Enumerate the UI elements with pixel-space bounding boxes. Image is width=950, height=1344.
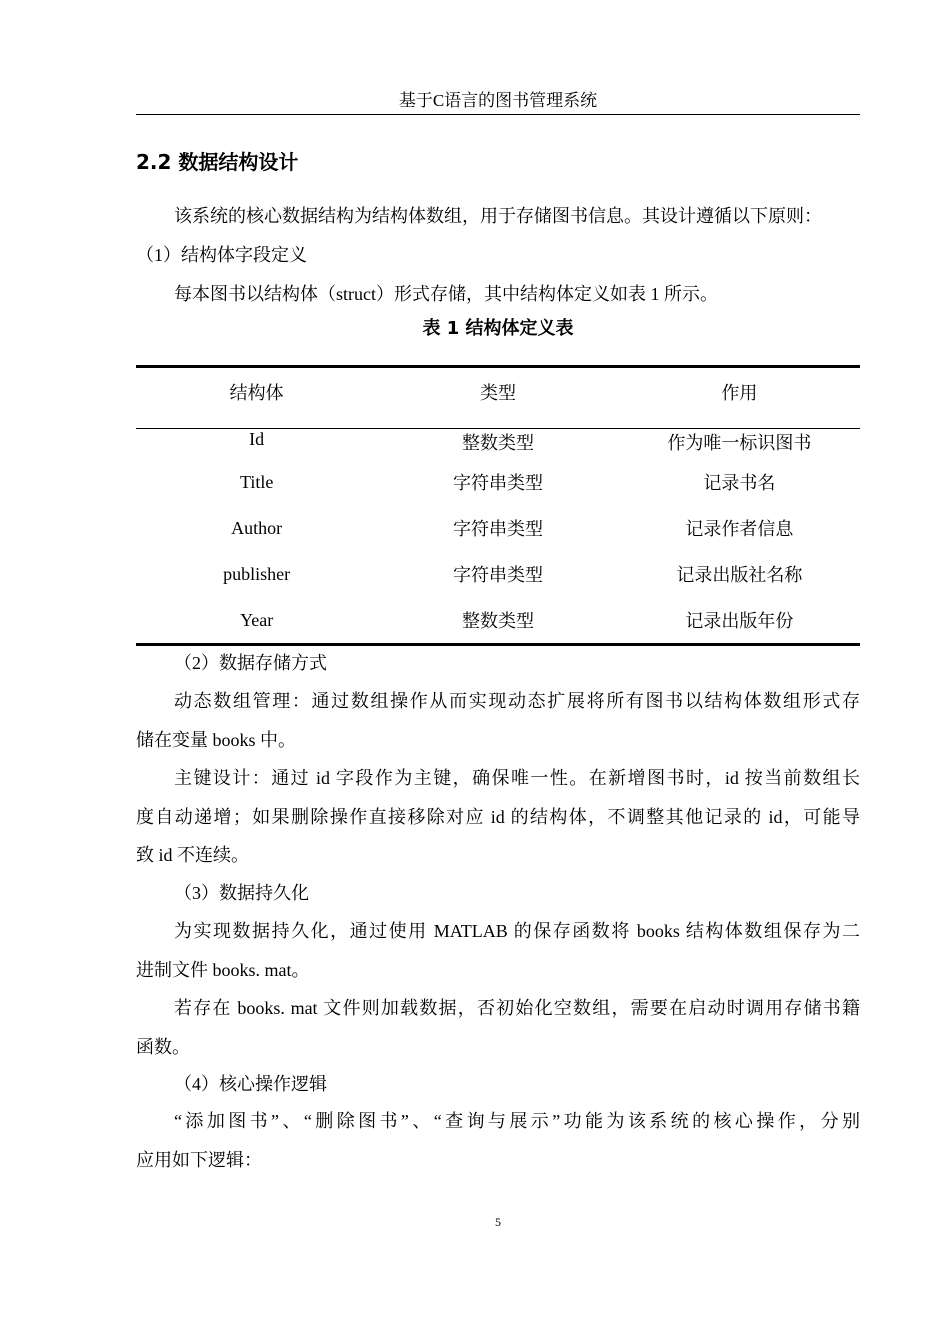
item2-title: （2）数据存储方式 [174, 653, 327, 673]
table-header-row [136, 367, 860, 429]
table-cell: 记录作者信息 [685, 519, 794, 539]
item4-paragraph1-line1: “添加图书”、“删除图书”、“查询与展示”功能为该系统的核心操作，分别 [174, 1111, 860, 1131]
header-rule [136, 114, 860, 115]
item3-title: （3）数据持久化 [174, 883, 309, 903]
item2-paragraph2-line1: 主键设计：通过 id 字段作为主键，确保唯一性。在新增图书时，id 按当前数组长 [174, 768, 860, 788]
table-cell: 字符串类型 [452, 519, 543, 539]
table-cell: 整数类型 [461, 433, 534, 453]
table-cell: Id [249, 429, 265, 449]
item2-paragraph1-line2: 储在变量 books 中。 [136, 730, 297, 750]
item3-paragraph2-line2: 函数。 [136, 1037, 190, 1057]
item4-paragraph1-line2: 应用如下逻辑： [136, 1150, 262, 1170]
table-cell: 整数类型 [377, 597, 618, 645]
struct-definition-table [136, 365, 860, 646]
table-cell: 字符串类型 [452, 473, 543, 493]
running-header-title: 基于C语言的图书管理系统 [398, 91, 598, 110]
item4-title: （4）核心操作逻辑 [174, 1074, 327, 1094]
table-caption: 表 1 结构体定义表 [422, 318, 574, 339]
table-header-cell: 作用 [619, 367, 860, 429]
table-cell: Title [239, 471, 274, 492]
item3-paragraph1-line1: 为实现数据持久化，通过使用 MATLAB 的保存函数将 books 结构体数组保存为二 [174, 921, 860, 941]
table-row [136, 459, 860, 505]
section-heading: 2.2 数据结构设计 [136, 150, 299, 174]
table-header-cell: 类型 [377, 367, 618, 429]
table-row [136, 551, 860, 597]
item2-paragraph2-line3: 致 id 不连续。 [136, 845, 250, 865]
item1-title: （1）结构体字段定义 [136, 245, 307, 265]
table-cell: 字符串类型 [452, 565, 543, 585]
table-cell: 记录出版年份 [619, 597, 860, 645]
item3-paragraph1-line2: 进制文件 books. mat。 [136, 960, 310, 980]
table-cell: 记录出版社名称 [676, 565, 803, 585]
item2-paragraph1-line1: 动态数组管理：通过数组操作从而实现动态扩展将所有图书以结构体数组形式存 [174, 691, 860, 711]
table-cell: 作为唯一标识图书 [667, 433, 812, 453]
intro-paragraph: 该系统的核心数据结构为结构体数组，用于存储图书信息。其设计遵循以下原则： [174, 206, 822, 226]
item1-text: 每本图书以结构体（struct）形式存储，其中结构体定义如表 1 所示。 [174, 284, 718, 304]
table-header-cell: 结构体 [136, 367, 377, 429]
table-cell: publisher [223, 563, 291, 584]
page-number: 5 [495, 1215, 501, 1229]
struct-table-wrapper [136, 365, 860, 646]
table-cell: Year [136, 597, 377, 645]
table-cell: 记录书名 [703, 473, 776, 493]
table-row [136, 429, 860, 460]
item3-paragraph2-line1: 若存在 books. mat 文件则加载数据，否初始化空数组，需要在启动时调用存储书籍 [174, 998, 860, 1018]
table-row [136, 505, 860, 551]
table-row [136, 597, 860, 645]
table-cell: Author [231, 517, 283, 538]
item2-paragraph2-line2: 度自动递增；如果删除操作直接移除对应 id 的结构体，不调整其他记录的 id，可能导 [136, 807, 860, 827]
